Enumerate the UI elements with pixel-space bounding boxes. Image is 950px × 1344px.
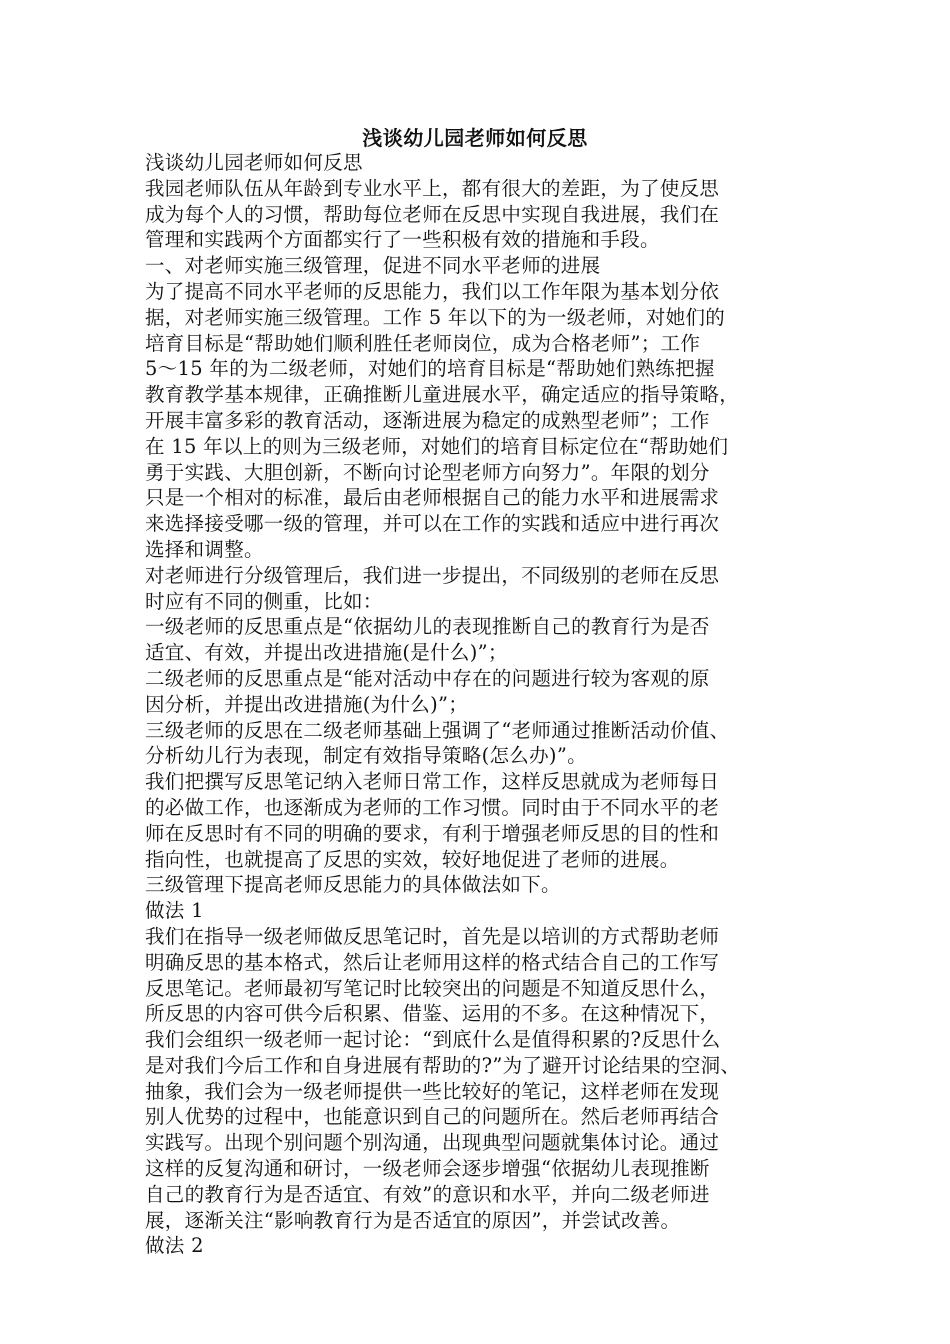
text-line: 的必做工作，也逐渐成为老师的工作习惯。同时由于不同水平的老 <box>145 795 720 819</box>
text-line: 一级老师的反思重点是“依据幼儿的表现推断自己的教育行为是否 <box>145 615 710 639</box>
text-line: 选择和调整。 <box>145 537 264 561</box>
text-line: 因分析，并提出改进措施(为什么)”； <box>145 692 469 716</box>
text-line: 这样的反复沟通和研讨，一级老师会逐步增强“依据幼儿表现推断 <box>145 1157 710 1181</box>
text-line: 二级老师的反思重点是“能对活动中存在的问题进行较为客观的原 <box>145 666 710 690</box>
text-line: 明确反思的基本格式，然后让老师用这样的格式结合自己的工作写 <box>145 950 720 974</box>
text-line: 是对我们今后工作和自身进展有帮助的?”为了避开讨论结果的空洞、 <box>145 1053 741 1077</box>
text-line: 适宜、有效，并提出改进措施(是什么)”； <box>145 641 508 665</box>
text-line: 一、对老师实施三级管理，促进不同水平老师的进展 <box>145 254 601 278</box>
text-line: 在 15 年以上的则为三级老师，对她们的培育目标定位在“帮助她们 <box>145 434 729 458</box>
text-line: 来选择接受哪一级的管理，并可以在工作的实践和适应中进行再次 <box>145 512 720 536</box>
text-line: 为了提高不同水平老师的反思能力，我们以工作年限为基本划分依 <box>145 279 720 303</box>
text-line: 培育目标是“帮助她们顺利胜任老师岗位，成为合格老师”；工作 <box>145 331 701 355</box>
text-line: 我们把撰写反思笔记纳入老师日常工作，这样反思就成为老师每日 <box>145 770 720 794</box>
text-line: 反思笔记。老师最初写笔记时比较突出的问题是不知道反思什么， <box>145 976 720 1000</box>
text-line: 分析幼儿行为表现，制定有效指导策略(怎么办)”。 <box>145 744 587 768</box>
text-line: 实践写。出现个别问题个别沟通，出现典型问题就集体讨论。通过 <box>145 1131 720 1155</box>
text-line: 三级老师的反思在二级老师基础上强调了“老师通过推断活动价值、 <box>145 718 730 742</box>
text-line: 成为每个人的习惯，帮助每位老师在反思中实现自我进展，我们在 <box>145 202 720 226</box>
text-line: 自己的教育行为是否适宜、有效”的意识和水平，并向二级老师进 <box>145 1182 710 1206</box>
text-line: 开展丰富多彩的教育活动，逐渐进展为稳定的成熟型老师”；工作 <box>145 408 710 432</box>
text-line: 所反思的内容可供今后积累、借鉴、运用的不多。在这种情况下， <box>145 1002 720 1026</box>
text-line: 做法 2 <box>145 1234 204 1258</box>
text-line: 指向性，也就提高了反思的实效，较好地促进了老师的进展。 <box>145 847 680 871</box>
text-line: 三级管理下提高老师反思能力的具体做法如下。 <box>145 873 561 897</box>
text-line: 我们在指导一级老师做反思笔记时，首先是以培训的方式帮助老师 <box>145 924 720 948</box>
text-line: 时应有不同的侧重，比如： <box>145 589 383 613</box>
document-body <box>145 150 825 1259</box>
document-title: 浅谈幼儿园老师如何反思 <box>362 126 588 150</box>
text-line: 做法 1 <box>145 899 204 923</box>
text-line: 对老师进行分级管理后，我们进一步提出，不同级别的老师在反思 <box>145 563 720 587</box>
text-line: 我们会组织一级老师一起讨论：“到底什么是值得积累的?反思什么 <box>145 1028 721 1052</box>
text-line: 展，逐渐关注“影响教育行为是否适宜的原因”，并尝试改善。 <box>145 1208 681 1232</box>
text-line: 只是一个相对的标准，最后由老师根据自己的能力水平和进展需求 <box>145 486 720 510</box>
text-line: 师在反思时有不同的明确的要求，有利于增强老师反思的目的性和 <box>145 821 720 845</box>
text-line: 浅谈幼儿园老师如何反思 <box>145 151 363 174</box>
text-line: 管理和实践两个方面都实行了一些积极有效的措施和手段。 <box>145 228 660 252</box>
text-line: 教育教学基本规律，正确推断儿童进展水平，确定适应的指导策略， <box>145 383 740 407</box>
text-line: 5～15 年的为二级老师，对她们的培育目标是“帮助她们熟练把握 <box>145 357 715 381</box>
text-line: 勇于实践、大胆创新，不断向讨论型老师方向努力”。年限的划分 <box>145 460 710 484</box>
text-line: 据，对老师实施三级管理。工作 5 年以下的为一级老师，对她们的 <box>145 305 726 329</box>
text-line: 我园老师队伍从年龄到专业水平上，都有很大的差距，为了使反思 <box>145 176 720 200</box>
text-line: 抽象，我们会为一级老师提供一些比较好的笔记，这样老师在发现 <box>145 1079 720 1103</box>
text-line: 别人优势的过程中，也能意识到自己的问题所在。然后老师再结合 <box>145 1105 720 1129</box>
